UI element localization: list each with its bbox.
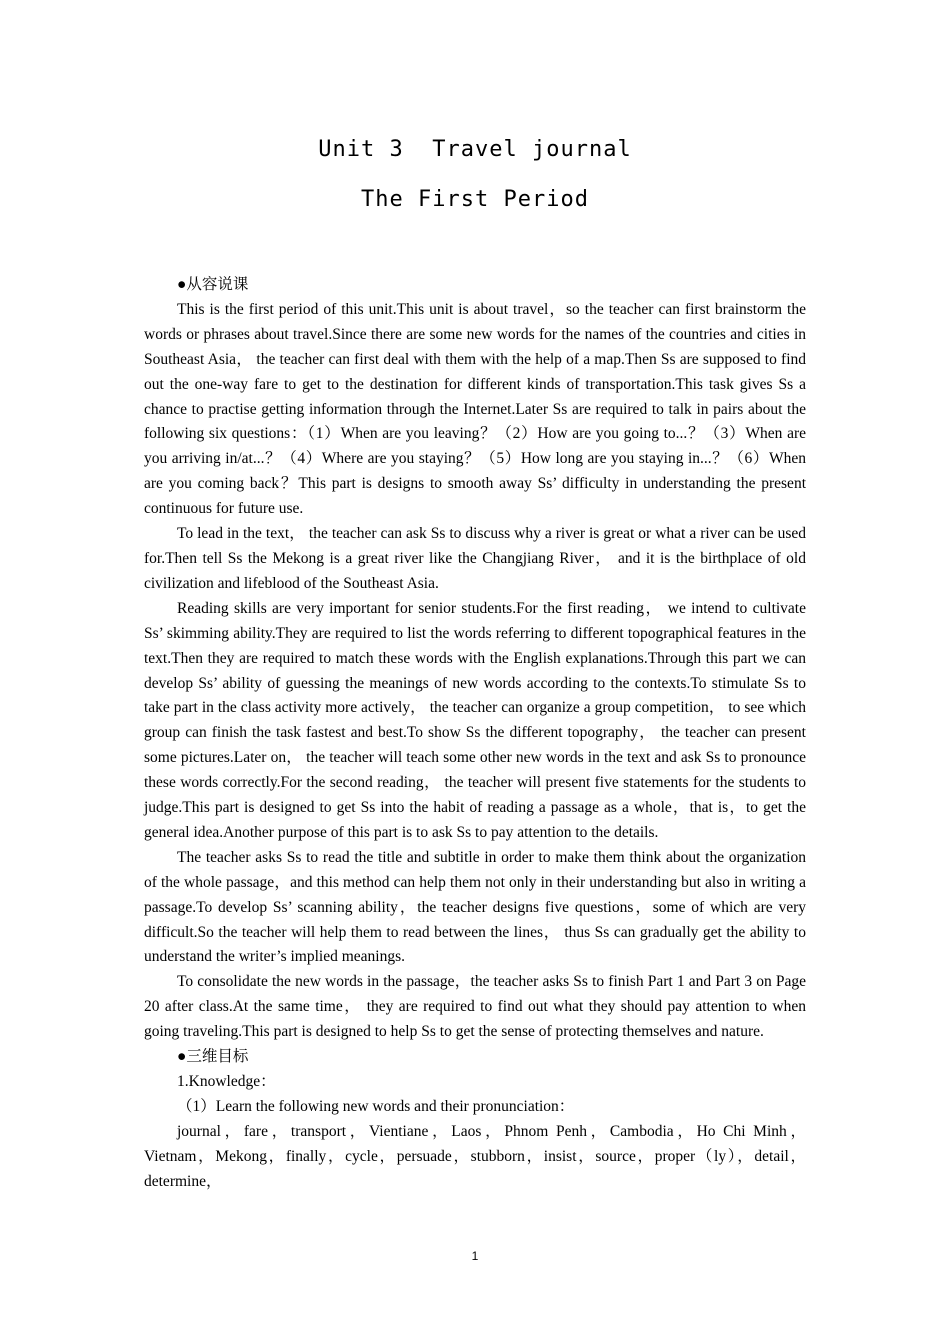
knowledge-label: 1.Knowledge：: [177, 1073, 276, 1090]
section-heading-lesson-talk: ●从容说课: [177, 276, 249, 293]
paragraph: To lead in the text， the teacher can ask Ss to discuss why a river is great or what a river can be used for.Then tell Ss the Mekong is a great river like the Changjiang River， and it is the birthplace of old civilization and lifeblood of the Southeast Asia.: [144, 525, 806, 592]
page-title: Unit 3 Travel journal: [318, 137, 632, 162]
knowledge-item: （1）Learn the following new words and their pronunciation：: [177, 1097, 575, 1115]
paragraph: This is the first period of this unit.This unit is about travel，so the teacher can first brainstorm the words or phrases about travel.Since there are some new words for the names of the countries and cities in Southeast Asia， the teacher can first deal with them with the help of a map.Then Ss are supposed to find out the one-way fare to get to the destination for different kinds of transportation.This task gives Ss a chance to practise getting information through the Internet.Later Ss are required to talk in pairs about the following six questions：（1）When are you leaving？（2）How are you going to...？（3）When are you arriving in/at...？（4）Where are you staying？（5）How long are you staying in...？（6）When are you coming back？This part is designs to smooth away Ss’ difficulty in understanding the present continuous for future use.: [144, 300, 806, 518]
paragraph: Reading skills are very important for senior students.For the first reading， we intend to cultivate Ss’ skimming ability.They are required to list the words referring to different topographical features in the text.Then they are required to match these words with the English explanations.Through this part we can develop Ss’ ability of guessing the meanings of new words according to the contexts.To stimulate Ss to take part in the class activity more actively， the teacher can organize a group competition， to see which group can finish the task fastest and best.To show Ss the different topography， the teacher can present some pictures.Later on， the teacher will teach some other new words in the text and ask Ss to pronounce these words correctly.For the second reading， the teacher will present five statements for the students to judge.This part is designed to get Ss into the habit of reading a passage as a whole，that is，to get the general idea.Another purpose of this part is to ask Ss to pay attention to the details.: [144, 599, 806, 841]
paragraph: The teacher asks Ss to read the title and subtitle in order to make them think about the organization of the whole passage，and this method can help them not only in their understanding but also in writing a passage.To develop Ss’ scanning ability，the teacher designs five questions，some of which are very difficult.So the teacher will help them to read between the lines， thus Ss can gradually get the ability to understand the writer’s implied meanings.: [144, 848, 806, 966]
word-list: journal，fare，transport，Vientiane，Laos，Phnom Penh，Cambodia，Ho Chi Minh，Vietnam，Mekong，finally，cycle，persuade，stubborn，insist，source，proper（ly），detail，determine，: [144, 1122, 806, 1190]
page-subtitle: The First Period: [361, 187, 589, 212]
paragraph: To consolidate the new words in the passage，the teacher asks Ss to finish Part 1 and Part 3 on Page 20 after class.At the same time， they are required to find out what they should pay attention to when going traveling.This part is designed to help Ss to get the sense of protecting themselves and nature.: [144, 973, 806, 1041]
document-body: [144, 273, 806, 1195]
section-heading-objectives: ●三维目标: [177, 1048, 249, 1066]
page-number: 1: [471, 1249, 479, 1263]
